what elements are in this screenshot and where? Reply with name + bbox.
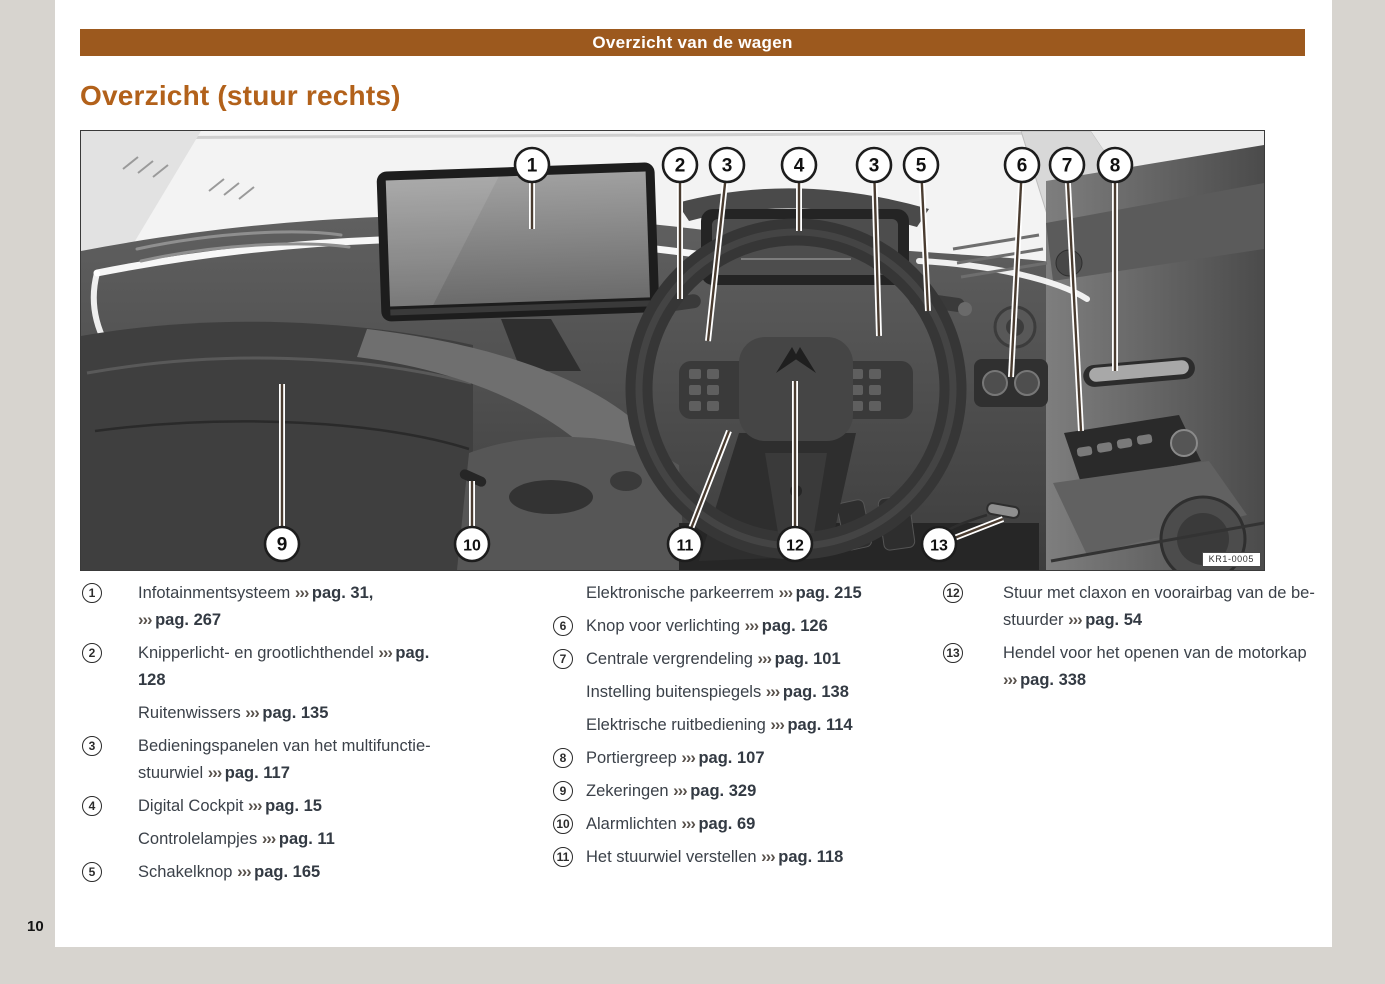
legend-item-text: Knipperlicht- en grootlichthendel ››› pag. 128 bbox=[138, 644, 430, 689]
legend-item bbox=[553, 679, 925, 706]
legend-item-number: 3 bbox=[82, 736, 102, 756]
legend-item-text: Het stuurwiel verstellen ››› pag. 118 bbox=[586, 848, 844, 866]
page-reference: pag. 126 bbox=[761, 617, 828, 635]
svg-text:2: 2 bbox=[674, 155, 686, 177]
legend-item-text: Digital Cockpit ››› pag. 15 bbox=[138, 797, 322, 815]
cross-ref-arrows: ››› bbox=[765, 683, 783, 701]
cross-ref-arrows: ››› bbox=[138, 611, 156, 629]
page-reference: pag. 114 bbox=[787, 716, 853, 734]
cross-ref-arrows: ››› bbox=[245, 704, 263, 722]
legend-item-text: Ruitenwissers ››› pag. 135 bbox=[138, 704, 329, 722]
legend-item-number: 10 bbox=[553, 814, 573, 834]
page-reference: pag. 11 bbox=[278, 830, 335, 848]
svg-text:5: 5 bbox=[915, 155, 927, 177]
cross-ref-arrows: ››› bbox=[261, 830, 279, 848]
svg-text:9: 9 bbox=[276, 534, 288, 556]
page-number: 10 bbox=[27, 918, 44, 935]
page-reference: 128 bbox=[138, 671, 166, 689]
svg-text:12: 12 bbox=[786, 537, 804, 555]
legend-item-number: 11 bbox=[553, 847, 573, 867]
legend-item bbox=[943, 580, 1363, 634]
callout-4 bbox=[782, 148, 816, 182]
legend-column-1 bbox=[82, 580, 512, 892]
svg-text:4: 4 bbox=[793, 155, 805, 177]
legend-item-text: Centrale vergrendeling ››› pag. 101 bbox=[586, 650, 841, 668]
legend-item-number: 2 bbox=[82, 643, 102, 663]
legend-item bbox=[553, 778, 925, 805]
legend-item-number: 13 bbox=[943, 643, 963, 663]
svg-text:7: 7 bbox=[1061, 155, 1073, 177]
legend-item-text: Hendel voor het openen van de motorkap ››› pag. 338 bbox=[1003, 644, 1307, 689]
legend-item bbox=[82, 793, 512, 820]
page-reference: pag. 54 bbox=[1085, 611, 1143, 629]
callout-5 bbox=[904, 148, 938, 182]
callout-9 bbox=[265, 527, 299, 561]
infotainment-screen bbox=[376, 162, 659, 322]
page-reference: pag. 107 bbox=[698, 749, 765, 767]
legend-item-number: 4 bbox=[82, 796, 102, 816]
legend-item-text: Infotainmentsysteem ››› pag. 31, ››› pag. 267 bbox=[138, 584, 374, 629]
page-reference: pag. 267 bbox=[155, 611, 222, 629]
svg-text:8: 8 bbox=[1109, 155, 1121, 177]
legend-column-3 bbox=[943, 580, 1363, 700]
callout-3 bbox=[857, 148, 891, 182]
svg-text:13: 13 bbox=[930, 537, 948, 555]
cross-ref-arrows: ››› bbox=[237, 863, 255, 881]
figure-code: KR1-0005 bbox=[1202, 552, 1261, 567]
dashboard-illustration bbox=[80, 130, 1265, 571]
legend-item bbox=[553, 844, 925, 871]
page-reference: pag. 118 bbox=[778, 848, 844, 866]
legend-item bbox=[82, 580, 512, 634]
page-reference: pag. 69 bbox=[698, 815, 756, 833]
legend-item-text: Portiergreep ››› pag. 107 bbox=[586, 749, 765, 767]
legend-item bbox=[943, 640, 1363, 694]
page-reference: pag. 215 bbox=[795, 584, 862, 602]
cross-ref-arrows: ››› bbox=[673, 782, 691, 800]
legend-item bbox=[553, 580, 925, 607]
chapter-header-bar bbox=[80, 29, 1305, 56]
cross-ref-arrows: ››› bbox=[681, 749, 699, 767]
legend-item-text: Controlelampjes ››› pag. 11 bbox=[138, 830, 335, 848]
svg-text:3: 3 bbox=[868, 155, 880, 177]
page-reference: pag. 138 bbox=[782, 683, 849, 701]
legend-item-text: Instelling buitenspiegels ››› pag. 138 bbox=[586, 683, 849, 701]
page-reference: pag. 135 bbox=[262, 704, 329, 722]
manual-page bbox=[55, 0, 1332, 947]
svg-text:3: 3 bbox=[721, 155, 733, 177]
svg-text:6: 6 bbox=[1016, 155, 1028, 177]
page-reference: pag. 101 bbox=[774, 650, 841, 668]
legend-item-text: Zekeringen ››› pag. 329 bbox=[586, 782, 757, 800]
legend-item-number: 9 bbox=[553, 781, 573, 801]
page-title: Overzicht (stuur rechts) bbox=[80, 80, 401, 111]
legend-item-number: 12 bbox=[943, 583, 963, 603]
legend-item-number: 1 bbox=[82, 583, 102, 603]
legend-item bbox=[553, 712, 925, 739]
legend-item-text: Stuur met claxon en voorairbag van de be- stuurder ››› pag. 54 bbox=[1003, 584, 1315, 629]
page-reference: pag. 329 bbox=[690, 782, 757, 800]
svg-text:11: 11 bbox=[676, 537, 694, 555]
cross-ref-arrows: ››› bbox=[294, 584, 312, 602]
page-reference: pag. 338 bbox=[1020, 671, 1087, 689]
callout-11 bbox=[668, 527, 702, 561]
legend-item-number: 6 bbox=[553, 616, 573, 636]
cross-ref-arrows: ››› bbox=[761, 848, 779, 866]
page-reference: pag. 117 bbox=[224, 764, 290, 782]
legend-item bbox=[82, 700, 512, 727]
legend-item-number: 8 bbox=[553, 748, 573, 768]
legend-item bbox=[82, 640, 512, 694]
cross-ref-arrows: ››› bbox=[744, 617, 762, 635]
callout-3 bbox=[710, 148, 744, 182]
cross-ref-arrows: ››› bbox=[207, 764, 225, 782]
legend-item-text: Bedieningspanelen van het multifunctie- stuurwiel ››› pag. 117 bbox=[138, 737, 431, 782]
callout-13 bbox=[922, 527, 956, 561]
legend-item-text: Knop voor verlichting ››› pag. 126 bbox=[586, 617, 828, 635]
legend-item bbox=[82, 859, 512, 886]
dashboard-drawing bbox=[81, 131, 1264, 570]
svg-text:1: 1 bbox=[526, 155, 538, 177]
callout-12 bbox=[778, 527, 812, 561]
legend-item-text: Elektronische parkeerrem ››› pag. 215 bbox=[586, 584, 862, 602]
callout-10 bbox=[455, 527, 489, 561]
page-reference: pag. 31, bbox=[311, 584, 374, 602]
legend-item-number: 5 bbox=[82, 862, 102, 882]
legend-column-2 bbox=[553, 580, 925, 877]
cross-ref-arrows: ››› bbox=[757, 650, 775, 668]
cross-ref-arrows: ››› bbox=[1068, 611, 1086, 629]
legend-item bbox=[553, 745, 925, 772]
svg-text:10: 10 bbox=[463, 537, 481, 555]
callout-8 bbox=[1098, 148, 1132, 182]
legend-item-text: Elektrische ruitbediening ››› pag. 114 bbox=[586, 716, 853, 734]
legend-item bbox=[553, 646, 925, 673]
legend-item bbox=[82, 733, 512, 787]
legend-item bbox=[82, 826, 512, 853]
legend-item-number: 7 bbox=[553, 649, 573, 669]
cross-ref-arrows: ››› bbox=[778, 584, 796, 602]
cross-ref-arrows: ››› bbox=[681, 815, 699, 833]
cross-ref-arrows: ››› bbox=[378, 644, 396, 662]
legend-item bbox=[553, 811, 925, 838]
cross-ref-arrows: ››› bbox=[770, 716, 788, 734]
legend-item bbox=[553, 613, 925, 640]
callout-6 bbox=[1005, 148, 1039, 182]
page-reference: pag. bbox=[395, 644, 430, 662]
callout-1 bbox=[515, 148, 549, 182]
callout-2 bbox=[663, 148, 697, 182]
chapter-title: Overzicht van de wagen bbox=[592, 32, 793, 52]
page-reference: pag. 15 bbox=[265, 797, 322, 815]
cross-ref-arrows: ››› bbox=[248, 797, 266, 815]
legend-item-text: Schakelknop ››› pag. 165 bbox=[138, 863, 321, 881]
legend-item-text: Alarmlichten ››› pag. 69 bbox=[586, 815, 756, 833]
page-reference: pag. 165 bbox=[254, 863, 321, 881]
cross-ref-arrows: ››› bbox=[1003, 671, 1021, 689]
callout-7 bbox=[1050, 148, 1084, 182]
